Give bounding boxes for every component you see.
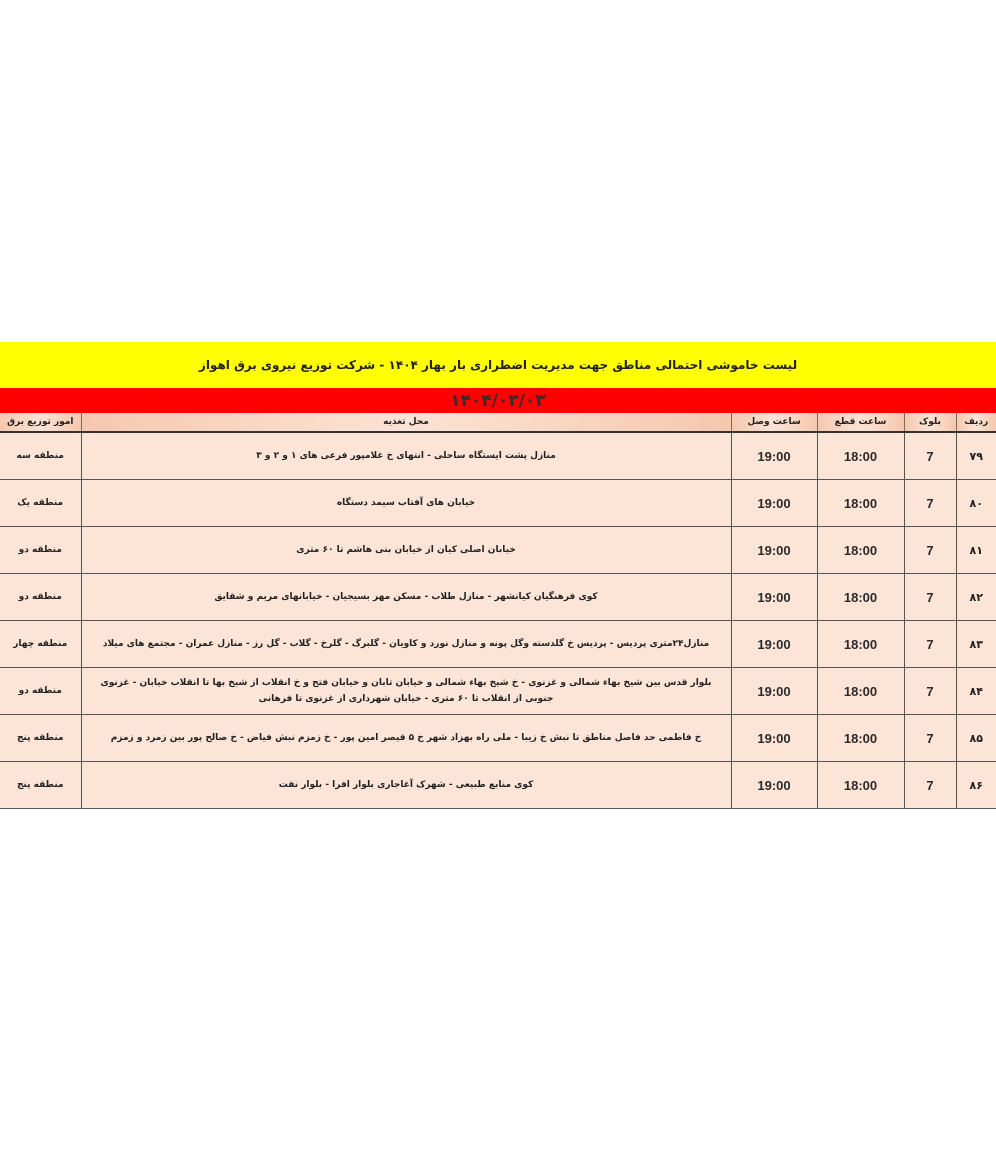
row-number: ۸۲ (956, 574, 996, 621)
table-row (0, 621, 996, 668)
schedule-date: ۱۴۰۴/۰۳/۰۳ (0, 388, 996, 413)
outage-table (0, 413, 996, 809)
row-number: ۸۴ (956, 668, 996, 715)
cut-time-cell: 18:00 (817, 762, 904, 809)
connect-time-cell: 19:00 (731, 432, 817, 480)
region-cell: منطقه سه (0, 432, 81, 480)
location-cell: خ فاطمی حد فاصل مناطق تا نبش خ زیبا - ملی راه بهزاد شهر خ ۵ قیصر امین پور - خ زمزم نبش فیاض - خ صالح پور بین زمرد و زمزم (81, 715, 731, 762)
table-row (0, 668, 996, 715)
document-title: لیست خاموشی احتمالی مناطق جهت مدیریت اضطراری بار بهار ۱۴۰۴ - شرکت توزیع نیروی برق اهواز (0, 342, 996, 388)
row-number: ۷۹ (956, 432, 996, 480)
block-cell: 7 (904, 762, 956, 809)
cut-time-cell: 18:00 (817, 527, 904, 574)
row-number: ۸۶ (956, 762, 996, 809)
location-cell: منازل پشت ایستگاه ساحلی - انتهای خ غلامپور فرعی های ۱ و ۲ و ۳ (81, 432, 731, 480)
cut-time-cell: 18:00 (817, 574, 904, 621)
table-row (0, 762, 996, 809)
table-row (0, 480, 996, 527)
connect-time-cell: 19:00 (731, 762, 817, 809)
outage-schedule-sheet (0, 342, 996, 809)
block-cell: 7 (904, 621, 956, 668)
block-cell: 7 (904, 715, 956, 762)
region-cell: منطقه پنج (0, 715, 81, 762)
region-cell: منطقه پنج (0, 762, 81, 809)
connect-time-cell: 19:00 (731, 668, 817, 715)
table-row (0, 715, 996, 762)
header-location: محل تغذیه (81, 413, 731, 432)
block-cell: 7 (904, 432, 956, 480)
cut-time-cell: 18:00 (817, 715, 904, 762)
region-cell: منطقه یک (0, 480, 81, 527)
connect-time-cell: 19:00 (731, 715, 817, 762)
header-block: بلوک (904, 413, 956, 432)
region-cell: منطقه دو (0, 527, 81, 574)
block-cell: 7 (904, 527, 956, 574)
connect-time-cell: 19:00 (731, 480, 817, 527)
region-cell: منطقه دو (0, 574, 81, 621)
block-cell: 7 (904, 574, 956, 621)
block-cell: 7 (904, 480, 956, 527)
location-cell: کوی فرهنگیان کیانشهر - منازل طلاب - مسکن مهر بسیجیان - خیابانهای مریم و شقایق (81, 574, 731, 621)
cut-time-cell: 18:00 (817, 621, 904, 668)
location-cell: بلوار قدس بین شیخ بهاء شمالی و غزنوی - خ شیخ بهاء شمالی و خیابان تابان و خیابان فتح و خ انقلاب از شیخ بها تا انقلاب خیابان - غزنوی جنوبی از انقلاب تا ۶۰ متری - خیابان شهرداری از غزنوی تا فرهانی (81, 668, 731, 715)
table-row (0, 432, 996, 480)
location-cell: منازل۲۴متری پردیس - پردیس خ گلدسته وگل پونه و منازل نورد و کاویان - گلبرگ - گلرخ - گلاب - گل رز - منازل عمران - مجتمع های میلاد (81, 621, 731, 668)
location-cell: کوی منابع طبیعی - شهرک آغاجاری بلوار افرا - بلوار نفت (81, 762, 731, 809)
cut-time-cell: 18:00 (817, 432, 904, 480)
header-cut-time: ساعت قطع (817, 413, 904, 432)
cut-time-cell: 18:00 (817, 480, 904, 527)
header-row-no: ردیف (956, 413, 996, 432)
table-row (0, 574, 996, 621)
table-row (0, 527, 996, 574)
header-connect-time: ساعت وصل (731, 413, 817, 432)
region-cell: منطقه چهار (0, 621, 81, 668)
location-cell: خیابان اصلی کیان از خیابان بنی هاشم تا ۶۰ متری (81, 527, 731, 574)
row-number: ۸۱ (956, 527, 996, 574)
row-number: ۸۵ (956, 715, 996, 762)
connect-time-cell: 19:00 (731, 527, 817, 574)
location-cell: خیابان های آفتاب سیمد دستگاه (81, 480, 731, 527)
header-region: امور توزیع برق (0, 413, 81, 432)
connect-time-cell: 19:00 (731, 574, 817, 621)
row-number: ۸۳ (956, 621, 996, 668)
table-header-row (0, 413, 996, 432)
connect-time-cell: 19:00 (731, 621, 817, 668)
cut-time-cell: 18:00 (817, 668, 904, 715)
region-cell: منطقه دو (0, 668, 81, 715)
block-cell: 7 (904, 668, 956, 715)
row-number: ۸۰ (956, 480, 996, 527)
